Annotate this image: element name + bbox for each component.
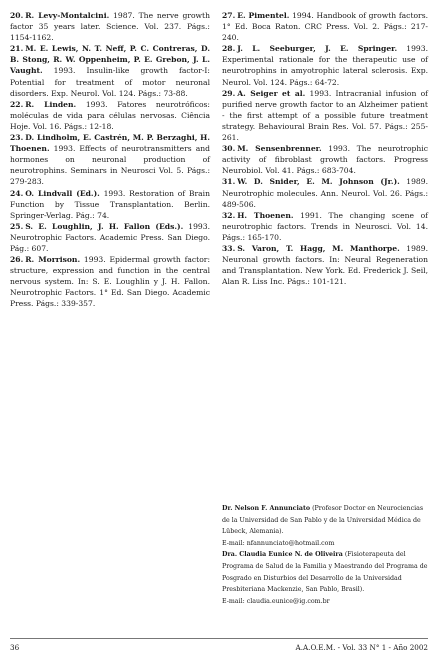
reference-number: 31. [222,177,236,187]
reference-23 [10,132,210,187]
author-2-affiliation [222,549,432,595]
journal-citation: A.A.O.E.M. - Vol. 33 N° 1 - Año 2002 [295,643,428,652]
reference-text: 1989. Neurotrophic molecules. Ann. Neurol. Vol. 26. Págs.: 489-506. [222,177,429,209]
reference-26 [10,254,210,309]
reference-authors: R. Levy-Montalcini. [25,11,110,20]
reference-number: 27. [222,11,236,20]
reference-text: 1993. Fatores neurotróficos: moléculas de vida para células nervosas. Ciência Hoje. Vol. 16. Págs.: 12-18. [10,99,210,131]
reference-authors: A. Seiger et al. [237,88,306,98]
reference-25 [10,221,210,254]
reference-text: 1993. Effects of neurotransmitters and hormones on neuronal production of neurotrophins. Seminars in Neurosci Vol. 5. Págs.: 279-283. [10,144,210,187]
reference-text: 1994. Handbook of growth factors. 1° Ed. Boca Raton. CRC Press. Vol. 2. Págs.: 217-240. [222,11,429,43]
reference-number: 33. [222,243,236,253]
reference-text: 1993. Restoration of Brain Function by Tissue Transplantation. Berlin. Springer-Verlag. Pág.: 74. [10,188,210,220]
reference-authors: H. Thoenen. [237,210,294,220]
reference-number: 22. [10,99,24,109]
reference-24 [10,188,210,221]
reference-authors: M. Sensenbrenner. [237,144,322,154]
reference-number: 21. [10,44,24,54]
reference-authors: O. Lindvall (Ed.). [25,188,100,198]
reference-number: 26. [10,255,24,265]
author-1-name: Dr. Nelson F. Annunciato [222,505,311,512]
reference-text: 1993. Neurotrophic Factors. Academic Press. San Diego. Pág.: 607. [10,221,211,253]
reference-32 [222,210,428,243]
reference-31 [222,176,428,209]
reference-text: 1993. The neurotrophic activity of fibroblast growth factors. Progress Neurobiol. Vol. 41. Págs.: 683-704. [222,144,428,176]
author-1-affiliation [222,503,432,538]
reference-text: 1993. Intracranial infusion of purified nerve growth factor to an Alzheimer patient - the first attempt of a possible future treatment strategy. Behavioural Brain Res. Vol. 57. Págs.: 255-261. [222,88,428,143]
reference-text: 1993. Epidermal growth factor: structure, expression and function in the central nervous system. In: S. E. Loughlin y J. H. Fallon. Neurotrophic Factors. 1° Ed. San Diego. Academic Press. Págs.: 339-357. [10,255,210,309]
reference-text: 1991. The changing scene of neurotrophic factors. Trends in Neurosci. Vol. 14. Págs.: 165-170. [222,210,428,242]
reference-22 [10,99,210,132]
reference-text: 1989. Neuronal growth factors. In: Neural Regeneration and Transplantation. New York. Ed. Frederick J. Seil, Alan R. Liss Inc. Págs.: 101-121. [222,243,428,287]
reference-28 [222,43,428,87]
author-affiliations [222,503,432,607]
reference-text: 1987. The nerve growth factor 35 years later. Science. Vol. 237. Págs.: 1154-1162. [10,11,210,43]
author-2-description: (Fisioterapeuta del Programa de Salud de la Familia y Maestrando del Programa de Posgrado en Disturbios del Desarrollo de la Universidad Presbiteriana Mackenzie, San Pablo, Brasil). [222,551,428,594]
reference-number: 29. [222,88,236,98]
references-column-right [222,10,428,287]
reference-27 [222,10,428,43]
references-column-left [10,10,210,310]
author-1-description: (Profesor Doctor en Neurociencias de la Universidad de San Pablo y de la Universidad Médica de Lübeck, Alemania). [222,505,424,536]
author-1-email: E-mail: nfannunciato@hotmail.com [222,539,335,547]
author-2-name: Dra. Claudia Eunice N. de Oliveira [222,551,343,559]
reference-authors: M. E. Lewis, N. T. Neff, P. C. Contreras, D. B. Stong, R. W. Oppenheim, P. E. Grebon, J. L. Vaught. [10,44,210,76]
reference-number: 25. [10,221,24,231]
reference-authors: S. E. Loughlin, J. H. Fallon (Eds.). [25,221,184,231]
reference-number: 30. [222,144,236,154]
reference-33 [222,243,428,287]
reference-number: 24. [10,188,24,198]
reference-21 [10,43,210,98]
reference-authors: D. Lindholm, E. Castrén, M. P. Berzaghi, H. Thoenen. [10,133,210,154]
author-2-email: E-mail: claudia.eunice@ig.com.br [222,597,330,605]
reference-20 [10,10,210,43]
reference-number: 32. [222,210,236,220]
reference-29 [222,88,428,143]
page-footer [10,638,428,655]
reference-authors: W. D. Snider, E. M. Johnson (Jr.). [237,177,400,187]
reference-30 [222,143,428,176]
reference-number: 20. [10,11,24,20]
reference-number: 23. [10,133,24,143]
reference-text: 1993. Experimental rationale for the therapeutic use of neurotrophins in amyotrophic lateral sclerosis. Exp. Neurol. Vol. 124. Págs.: 64-72. [222,44,428,87]
reference-text: 1993. Insulin-like growth factor-I: Potential for treatment of motor neuronal disorders. Exp. Neurol. Vol. 124. Págs.: 73-88. [10,66,210,98]
reference-authors: E. Pimentel. [237,11,290,20]
page-number: 36 [10,643,20,652]
reference-authors: R. Linden. [25,99,77,109]
reference-number: 28. [222,44,236,54]
reference-authors: R. Morrison. [25,255,81,265]
reference-authors: J. L. Seeburger, J. E. Springer. [237,44,398,54]
reference-authors: S. Varon, T. Hagg, M. Manthorpe. [237,243,400,253]
